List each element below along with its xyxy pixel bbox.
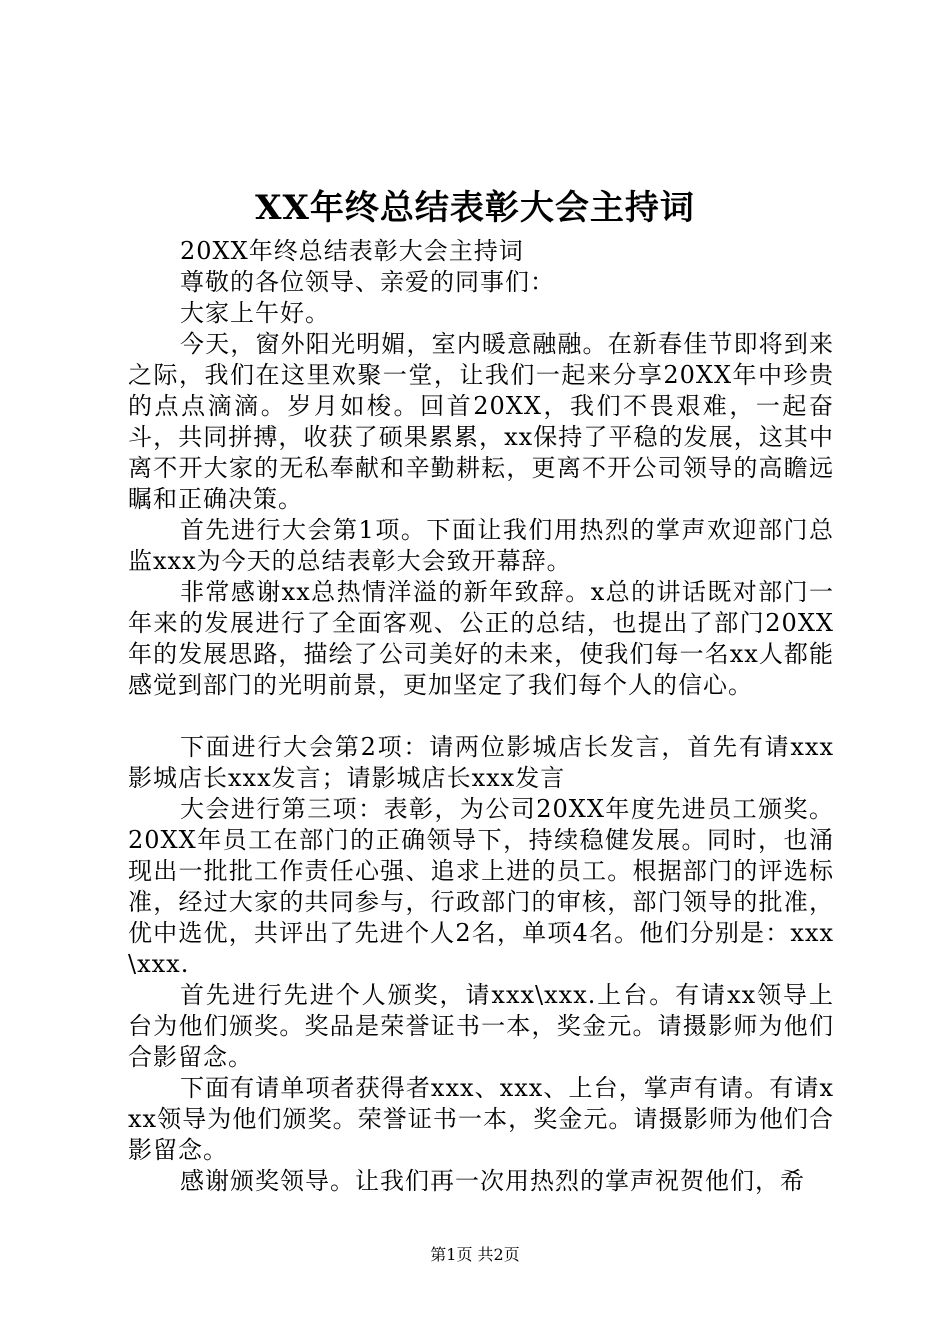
paragraph-item-2: 下面进行大会第2项：请两位影城店长发言，首先有请xxx影城店长xxx发言；请影城店长xxx发言 (128, 733, 834, 792)
paragraph-opening: 今天，窗外阳光明媚，室内暖意融融。在新春佳节即将到来之际，我们在这里欢聚一堂，让我们一起来分享20XX年中珍贵的点点滴滴。岁月如梭。回首20XX，我们不畏艰难，一起奋斗，共同拼搏，收获了硕果累累，xx保持了平稳的发展，这其中离不开大家的无私奉献和辛勤耕耘，更离不开公司领导的高瞻远瞩和正确决策。 (128, 330, 834, 513)
document-title: XX年终总结表彰大会主持词 (255, 188, 695, 228)
paragraph-closing: 感谢颁奖领导。让我们再一次用热烈的掌声祝贺他们，希 (180, 1167, 805, 1195)
paragraph-item-1: 首先进行大会第1项。下面让我们用热烈的掌声欢迎部门总监xxx为今天的总结表彰大会致开幕辞。 (128, 516, 834, 575)
paragraph-thanks: 非常感谢xx总热情洋溢的新年致辞。x总的讲话既对部门一年来的发展进行了全面客观、公正的总结，也提出了部门20XX年的发展思路，描绘了公司美好的未来，使我们每一名xx人都能感觉到部门的光明前景，更加坚定了我们每个人的信心。 (128, 578, 834, 699)
paragraph-salutation: 尊敬的各位领导、亲爱的同事们： (180, 268, 555, 296)
document-body (128, 236, 834, 1197)
paragraph-item-3: 大会进行第三项：表彰，为公司20XX年度先进员工颁奖。20XX年员工在部门的正确领导下，持续稳健发展。同时，也涌现出一批批工作责任心强、追求上进的员工。根据部门的评选标准，经过大家的共同参与，行政部门的审核，部门领导的批准，优中选优，共评出了先进个人2名，单项4名。他们分别是：xxx\xxx. (128, 795, 834, 978)
paragraph-award-single: 下面有请单项者获得者xxx、xxx、上台，掌声有请。有请xxx领导为他们颁奖。荣誉证书一本，奖金元。请摄影师为他们合影留念。 (128, 1074, 834, 1164)
paragraph-award-individual: 首先进行先进个人颁奖，请xxx\xxx.上台。有请xx领导上台为他们颁奖。奖品是荣誉证书一本，奖金元。请摄影师为他们合影留念。 (128, 981, 834, 1071)
paragraph-spacer (128, 701, 834, 732)
paragraph-subtitle: 20XX年终总结表彰大会主持词 (180, 237, 524, 265)
page-indicator: 第1页 共2页 (430, 1245, 520, 1264)
paragraph-greeting: 大家上午好。 (180, 299, 330, 327)
